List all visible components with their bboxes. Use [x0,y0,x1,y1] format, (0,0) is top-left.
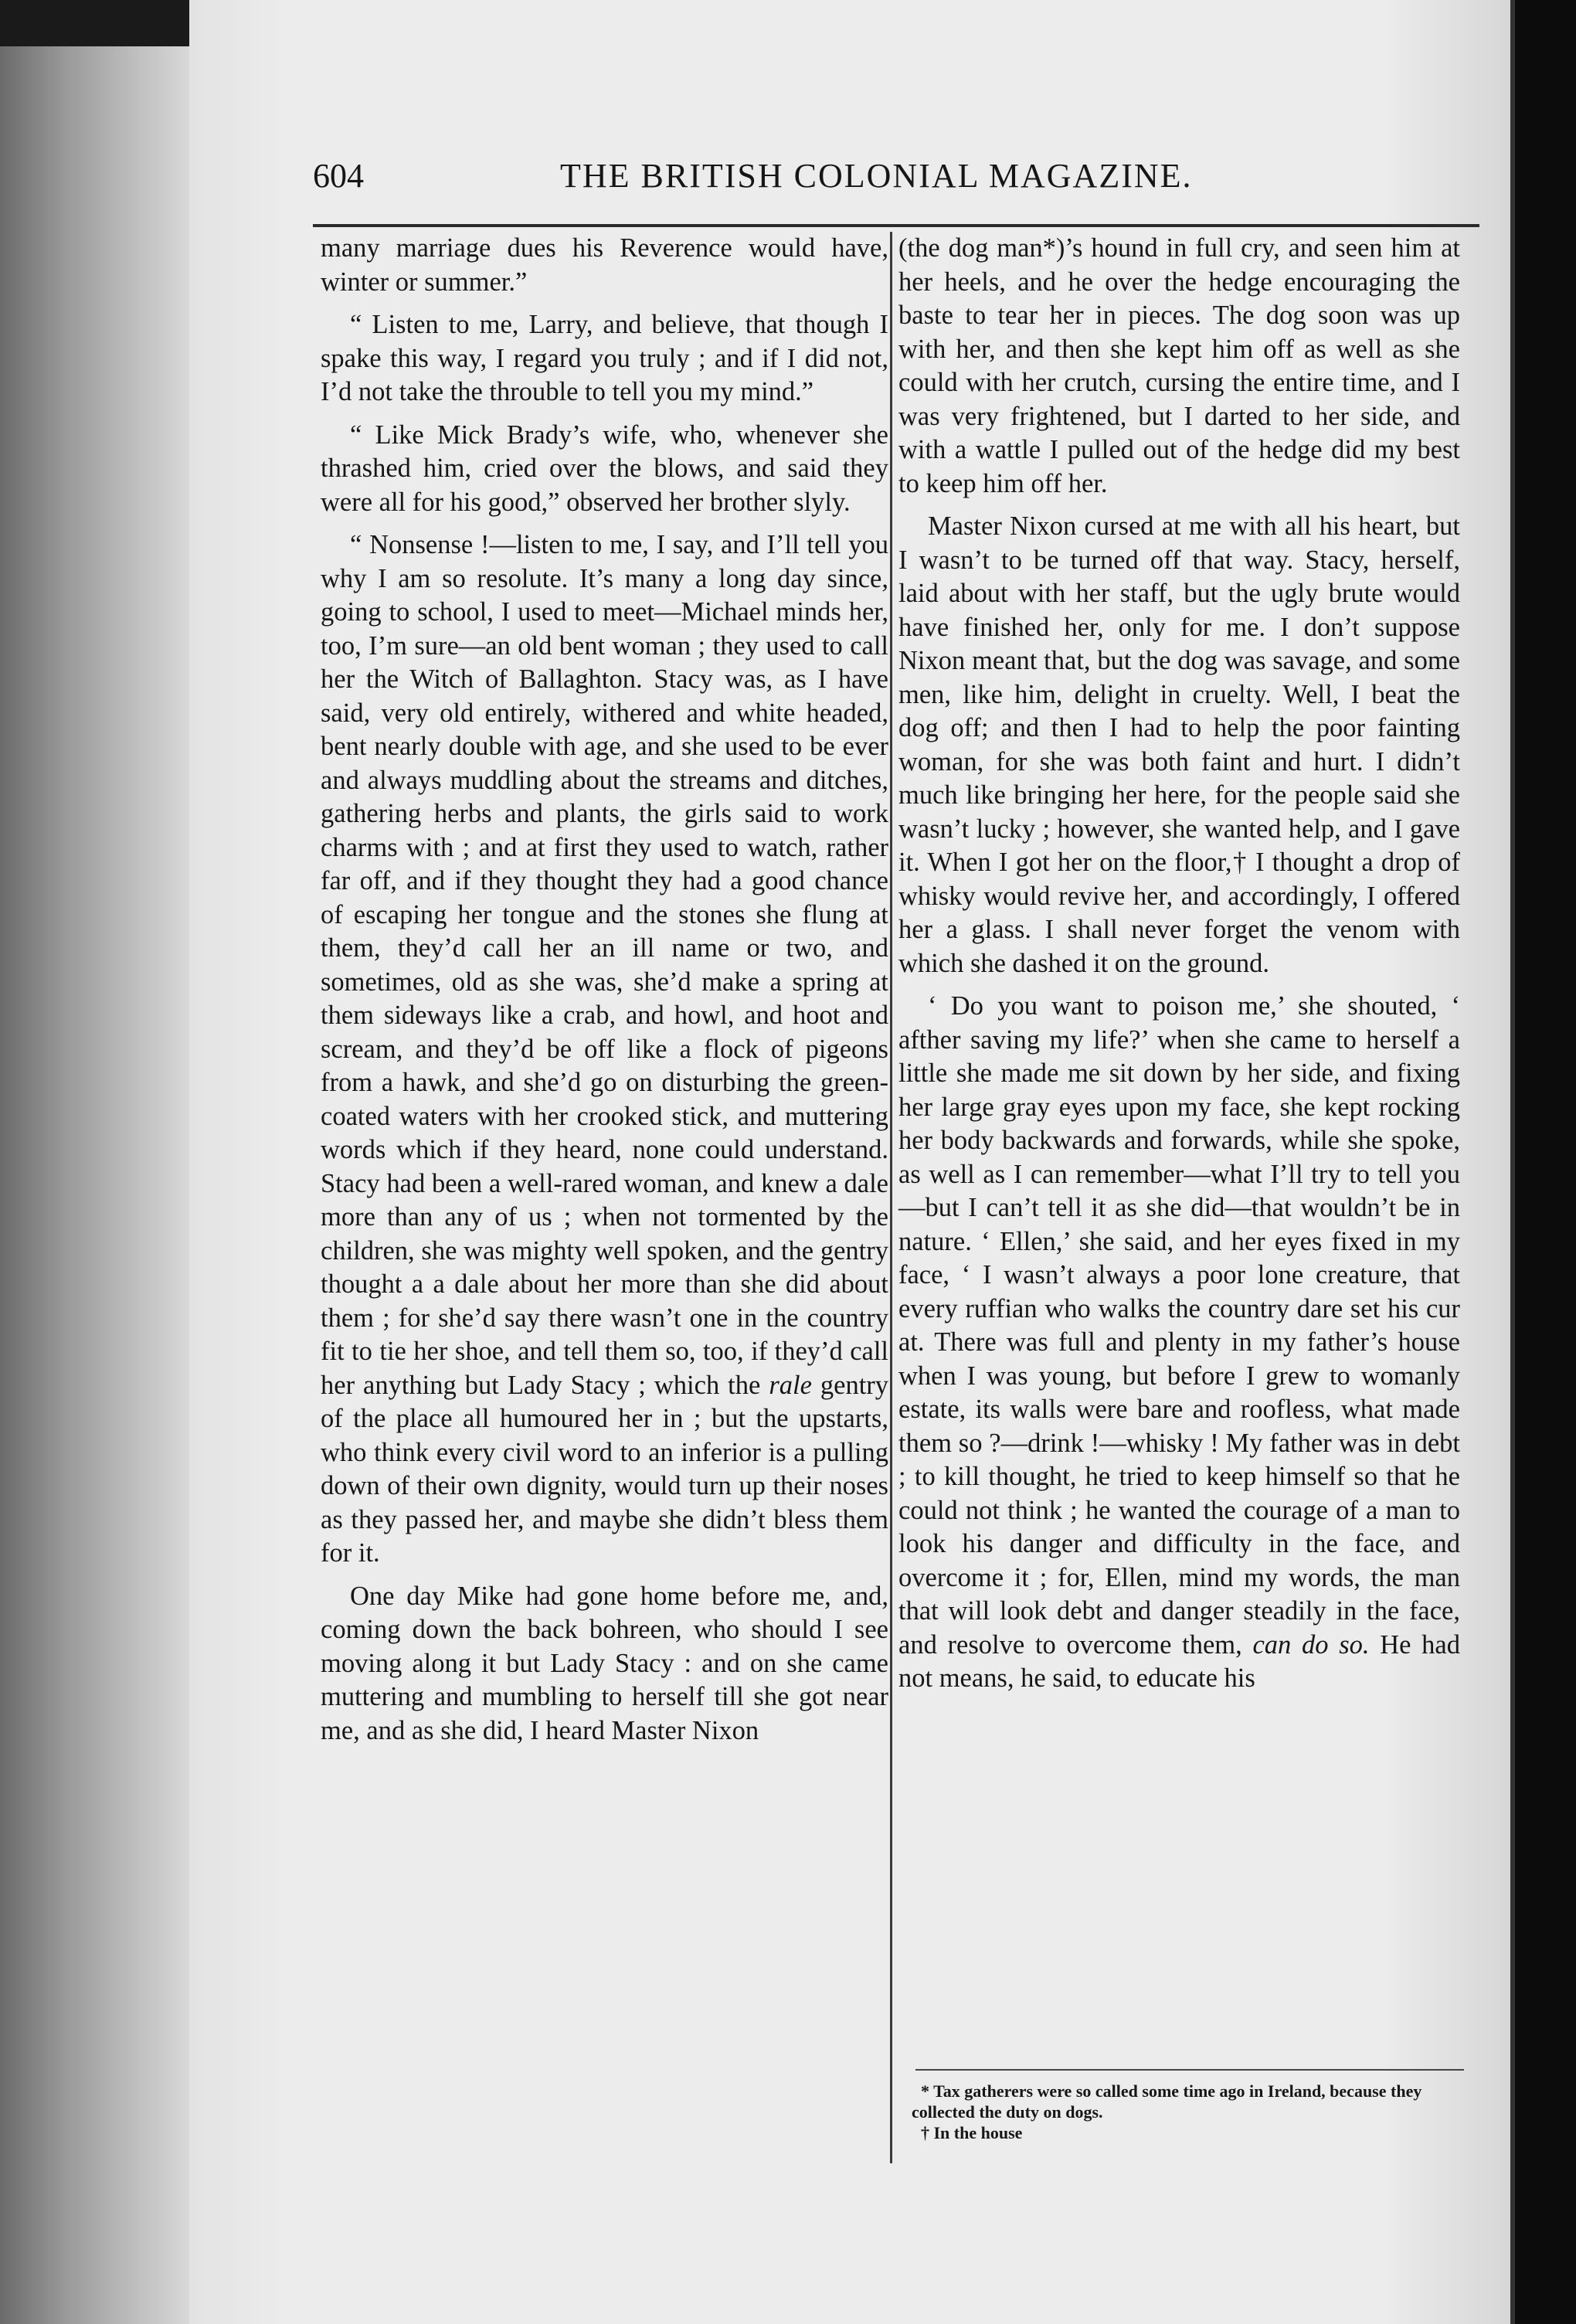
page-number: 604 [313,157,364,195]
paragraph: Master Nixon cursed at me with all his heart, but I wasn’t to be turned off that way. Stacy, herself, laid about with her staff, but the ugly brute would have finished her, only for me. I don’t suppose Nixon meant that, but the dog was savage, and some men, like him, delight in cruelty. Well, I beat the dog off; and then I had to help the poor fainting woman, for she was both faint and hurt. I didn’t much like bringing her here, for the people said she wasn’t lucky ; however, she wanted help, and I gave it. When I got her on the floor,† I thought a drop of whisky would revive her, and accordingly, I offered her a glass. I shall never forget the venom with which she dashed it on the ground. [898,511,1460,978]
footnote: † In the house [921,2123,1023,2142]
paragraph: many marriage dues his Reverence would have, winter or summer.” [321,233,888,297]
paragraph-text: “ Nonsense !—listen to me, I say, and I’ll tell you why I am so resolute. It’s many a long day since, going to school, I used to meet—Michael minds her, too, I’m sure—an old bent woman ; they used to call her the Witch of Ballaghton. Stacy was, as I have said, very old entirely, withered and white headed, bent nearly double with age, and she used to be ever and always muddling about the streams and ditches, gathering herbs and plants, the girls said to work charms with ; and at first they used to watch, rather far off, and if they thought they had a good chance of escaping her tongue and the stones she flung at them, they’d call her an ill name or two, and sometimes, old as she was, she’d make a spring at them sideways like a crab, and howl, and hoot and scream, and they’d be off like a flock of pigeons from a hawk, and she’d go on disturbing the green-coated waters with her crooked stick, and muttering words which if they heard, none could understand. Stacy had been a well-rared woman, and knew a dale more than any of us ; when not tormented by the children, she was mighty well spoken, and the gentry thought a a dale about her more than she did about them ; for she’d say there wasn’t one in the country fit to tie her shoe, and tell them so, too, if they’d call her anything but Lady Stacy ; which the [321,530,888,1400]
binding-edge [0,46,189,2324]
paragraph-text: He had not means, he said, to educate his [898,1629,1460,1693]
paragraph [321,528,888,1571]
italic-phrase: can do so. [1252,1629,1370,1660]
footnote-rule [915,2069,1464,2071]
paragraph: “ Listen to me, Larry, and believe, that though I spake this way, I regard you truly ; and if I did not, I’d not take the throuble to tell you my mind.” [321,310,888,406]
paragraph: (the dog man*)’s hound in full cry, and seen him at her heels, and he over the hedge encouraging the baste to tear her in pieces. The dog soon was up with her, and then she kept him off as well as she could with her crutch, cursing the entire time, and I was very frightened, but I darted to her side, and with a wattle I pulled out of the hedge did my best to keep him off her. [898,233,1460,498]
paragraph: “ Like Mick Brady’s wife, who, whenever she thrashed him, cried over the blows, and said they were all for his good,” observed her brother slyly. [321,420,888,517]
paragraph-text: ‘ Do you want to poison me,’ she shouted, ‘ afther saving my life?’ when she came to herself a little she made me sit down by her side, and fixing her large gray eyes upon my face, she kept rocking her body backwards and forwards, while she spoke, as well as I can remember—what I’ll try to tell you—but I can’t tell it as she did—that wouldn’t be in nature. ‘ Ellen,’ she said, and her eyes fixed in my face, ‘ I wasn’t always a poor lone creature, that every ruffian who walks the country dare set his cur at. There was full and plenty in my father’s house when I was young, but before I grew to womanly estate, its walls were bare and roofless, what made them so ?—drink !—whisky ! My father was in debt ; to kill thought, he tried to keep himself so that he could not think ; he wanted the courage of a man to look his danger and difficulty in the face, and overcome it ; for, Ellen, mind my words, the man that will look debt and danger steadily in the face, and resolve to overcome them, [898,991,1460,1660]
header-rule [313,224,1479,227]
footnote: * Tax gatherers were so called some time ago in Ireland, because they collected the duty on dogs. [912,2081,1422,2122]
paragraph: One day Mike had gone home before me, and, coming down the back bohreen, who should I see moving along it but Lady Stacy : and on she came muttering and mumbling to herself till she got near me, and as she did, I heard Master Nixon [321,1581,888,1745]
running-head [313,153,1479,207]
page-title: THE BRITISH COLONIAL MAGAZINE. [560,157,1193,195]
paragraph-text: gentry of the place all humoured her in ; but the upstarts, who think every civil word to an inferior is a pulling down of their own dignity, would turn up their noses as they passed her, and maybe she didn’t bless them for it. [321,1370,889,1568]
column-divider [890,232,892,2163]
italic-word: rale [769,1370,812,1400]
right-column [898,232,1460,1696]
paragraph [898,990,1460,1696]
footnotes [912,2081,1468,2143]
left-column [321,232,888,1748]
